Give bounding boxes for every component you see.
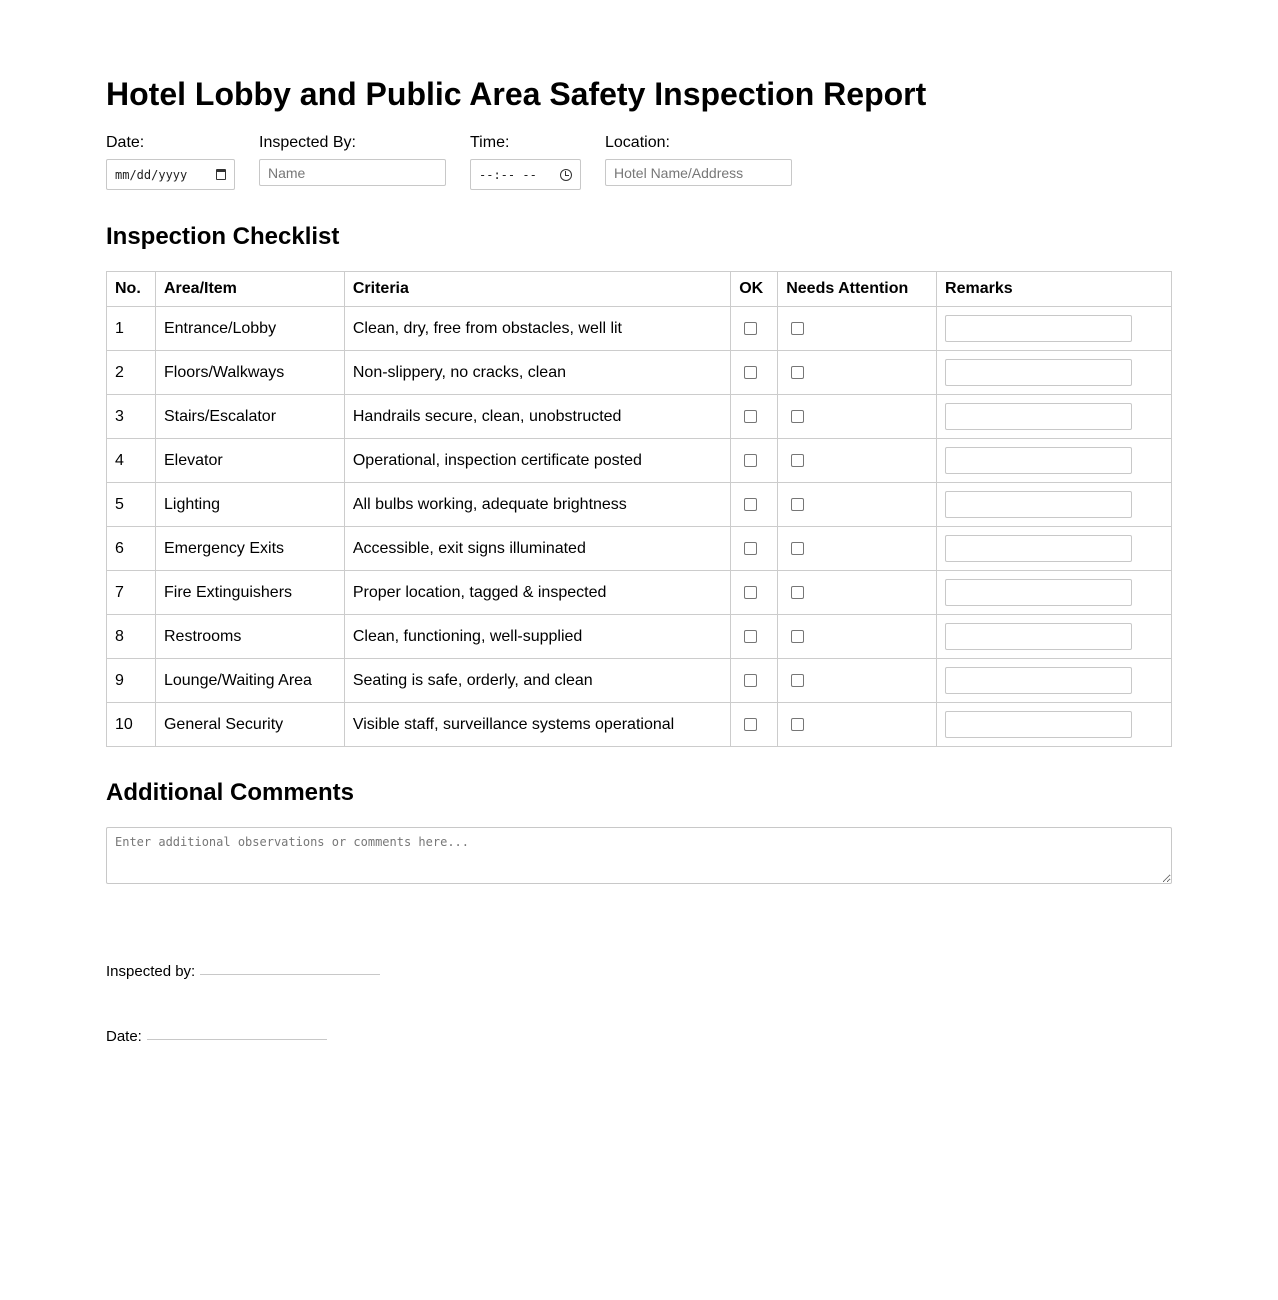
row-criteria: Clean, functioning, well-supplied [344, 615, 730, 659]
location-field-group [605, 134, 670, 152]
row-area: Stairs/Escalator [155, 395, 344, 439]
needs-attention-cell [778, 439, 937, 483]
ok-checkbox[interactable] [744, 718, 757, 731]
needs-attention-cell [778, 527, 937, 571]
remarks-input[interactable] [945, 579, 1132, 606]
needs-attention-checkbox[interactable] [791, 410, 804, 423]
row-number: 9 [107, 659, 156, 703]
signature-date [106, 1028, 327, 1046]
row-number: 1 [107, 307, 156, 351]
ok-cell [731, 351, 778, 395]
remarks-input[interactable] [945, 667, 1132, 694]
remarks-input[interactable] [945, 535, 1132, 562]
inspected-by-input[interactable] [259, 159, 446, 186]
ok-cell [731, 659, 778, 703]
table-row [107, 307, 1172, 351]
signature-inspected-by [106, 963, 380, 981]
remarks-input[interactable] [945, 491, 1132, 518]
calendar-icon[interactable] [216, 169, 226, 180]
needs-attention-checkbox[interactable] [791, 454, 804, 467]
signature-date-line [147, 1039, 327, 1040]
row-criteria: Clean, dry, free from obstacles, well lit [344, 307, 730, 351]
time-label: Time: [470, 134, 510, 151]
row-number: 4 [107, 439, 156, 483]
date-placeholder: mm/dd/yyyy [115, 167, 188, 182]
needs-attention-cell [778, 351, 937, 395]
table-row [107, 571, 1172, 615]
row-area: General Security [155, 703, 344, 747]
ok-cell [731, 439, 778, 483]
row-criteria: Visible staff, surveillance systems operational [344, 703, 730, 747]
ok-cell [731, 307, 778, 351]
remarks-cell [937, 351, 1172, 395]
report-meta [106, 134, 906, 194]
remarks-cell [937, 527, 1172, 571]
signature-line [200, 974, 380, 975]
row-criteria: Handrails secure, clean, unobstructed [344, 395, 730, 439]
needs-attention-checkbox[interactable] [791, 542, 804, 555]
signature-inspected-by-label: Inspected by: [106, 963, 196, 980]
column-header-ok: OK [731, 272, 778, 307]
needs-attention-cell [778, 659, 937, 703]
needs-attention-checkbox[interactable] [791, 718, 804, 731]
time-placeholder: --:-- -- [479, 167, 537, 182]
date-label: Date: [106, 134, 145, 151]
column-header-no: No. [107, 272, 156, 307]
additional-comments-textarea[interactable] [106, 827, 1172, 884]
table-row [107, 703, 1172, 747]
row-area: Floors/Walkways [155, 351, 344, 395]
ok-cell [731, 395, 778, 439]
column-header-area: Area/Item [155, 272, 344, 307]
table-row [107, 351, 1172, 395]
needs-attention-cell [778, 571, 937, 615]
column-header-needs-attention: Needs Attention [778, 272, 937, 307]
row-area: Elevator [155, 439, 344, 483]
date-input[interactable] [106, 159, 235, 190]
needs-attention-checkbox[interactable] [791, 630, 804, 643]
needs-attention-cell [778, 307, 937, 351]
remarks-input[interactable] [945, 403, 1132, 430]
needs-attention-cell [778, 395, 937, 439]
column-header-criteria: Criteria [344, 272, 730, 307]
remarks-cell [937, 571, 1172, 615]
ok-cell [731, 571, 778, 615]
row-area: Emergency Exits [155, 527, 344, 571]
ok-cell [731, 615, 778, 659]
row-criteria: Operational, inspection certificate posted [344, 439, 730, 483]
row-area: Fire Extinguishers [155, 571, 344, 615]
needs-attention-checkbox[interactable] [791, 498, 804, 511]
table-row [107, 395, 1172, 439]
row-criteria: Non-slippery, no cracks, clean [344, 351, 730, 395]
remarks-input[interactable] [945, 711, 1132, 738]
comments-heading: Additional Comments [106, 779, 355, 806]
remarks-input[interactable] [945, 623, 1132, 650]
inspected-by-label: Inspected By: [259, 134, 356, 151]
ok-checkbox[interactable] [744, 366, 757, 379]
row-number: 8 [107, 615, 156, 659]
remarks-cell [937, 615, 1172, 659]
table-row [107, 483, 1172, 527]
table-row [107, 659, 1172, 703]
ok-cell [731, 527, 778, 571]
row-criteria: All bulbs working, adequate brightness [344, 483, 730, 527]
row-area: Restrooms [155, 615, 344, 659]
row-number: 10 [107, 703, 156, 747]
time-input[interactable] [470, 159, 581, 190]
ok-checkbox[interactable] [744, 630, 757, 643]
needs-attention-cell [778, 615, 937, 659]
row-area: Lighting [155, 483, 344, 527]
needs-attention-checkbox[interactable] [791, 366, 804, 379]
remarks-cell [937, 395, 1172, 439]
row-number: 6 [107, 527, 156, 571]
column-header-remarks: Remarks [937, 272, 1172, 307]
remarks-cell [937, 307, 1172, 351]
ok-checkbox[interactable] [744, 586, 757, 599]
remarks-cell [937, 439, 1172, 483]
table-header-row [107, 272, 1172, 307]
table-row [107, 527, 1172, 571]
clock-icon[interactable] [560, 169, 572, 181]
ok-checkbox[interactable] [744, 498, 757, 511]
needs-attention-checkbox[interactable] [791, 674, 804, 687]
checklist-heading: Inspection Checklist [106, 223, 340, 250]
remarks-input[interactable] [945, 359, 1132, 386]
inspected-by-field-group [259, 134, 356, 152]
ok-checkbox[interactable] [744, 322, 757, 335]
needs-attention-checkbox[interactable] [791, 586, 804, 599]
table-row [107, 439, 1172, 483]
row-criteria: Accessible, exit signs illuminated [344, 527, 730, 571]
row-criteria: Seating is safe, orderly, and clean [344, 659, 730, 703]
row-area: Lounge/Waiting Area [155, 659, 344, 703]
row-criteria: Proper location, tagged & inspected [344, 571, 730, 615]
remarks-cell [937, 703, 1172, 747]
location-label: Location: [605, 134, 670, 151]
table-row [107, 615, 1172, 659]
remarks-input[interactable] [945, 447, 1132, 474]
remarks-cell [937, 483, 1172, 527]
signature-date-label: Date: [106, 1028, 142, 1045]
remarks-cell [937, 659, 1172, 703]
time-field-group [470, 134, 537, 182]
ok-checkbox[interactable] [744, 454, 757, 467]
row-area: Entrance/Lobby [155, 307, 344, 351]
row-number: 7 [107, 571, 156, 615]
inspection-checklist-table [106, 271, 1172, 747]
needs-attention-checkbox[interactable] [791, 322, 804, 335]
ok-checkbox[interactable] [744, 542, 757, 555]
needs-attention-cell [778, 483, 937, 527]
row-number: 2 [107, 351, 156, 395]
ok-cell [731, 483, 778, 527]
needs-attention-cell [778, 703, 937, 747]
row-number: 3 [107, 395, 156, 439]
row-number: 5 [107, 483, 156, 527]
date-field-group [106, 134, 188, 182]
page-title: Hotel Lobby and Public Area Safety Inspection Report [106, 76, 927, 112]
ok-checkbox[interactable] [744, 674, 757, 687]
location-input[interactable] [605, 159, 792, 186]
ok-cell [731, 703, 778, 747]
remarks-input[interactable] [945, 315, 1132, 342]
ok-checkbox[interactable] [744, 410, 757, 423]
